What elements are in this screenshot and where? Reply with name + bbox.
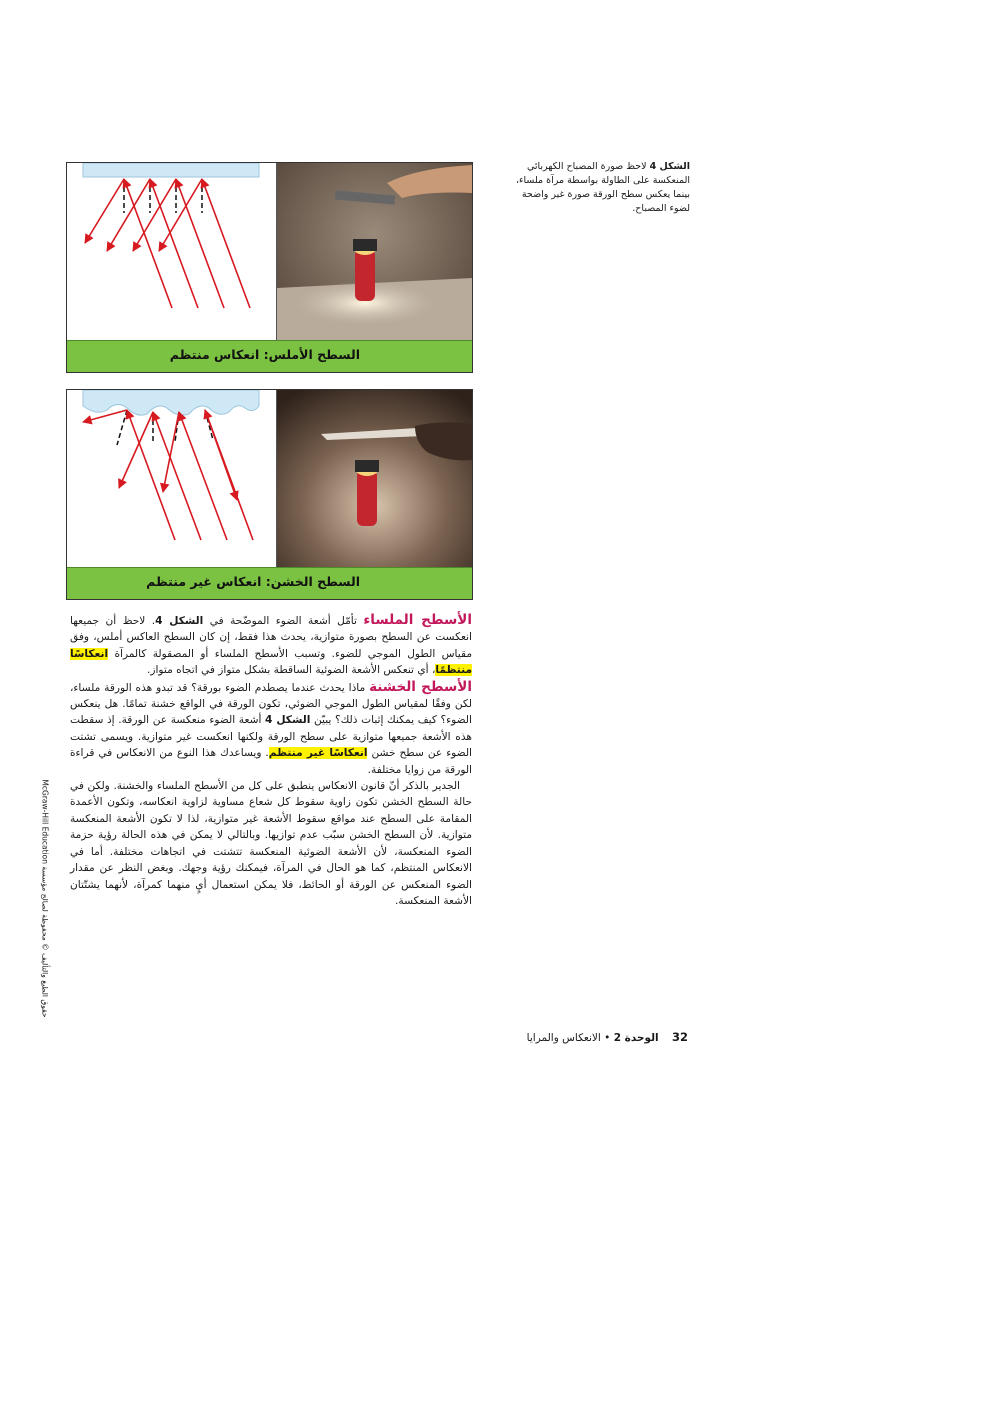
incident-ray: [202, 179, 250, 308]
reflected-ray: [163, 412, 179, 492]
diffuse-reflection-svg: [67, 390, 276, 568]
figure1-label-band: [67, 340, 472, 372]
heading-rough-surfaces: الأسطح الخشنة: [369, 678, 472, 695]
figure-rough-surface: [66, 389, 473, 600]
flashlight-icon: [355, 249, 375, 301]
unit-label: الوحدة 2: [613, 1032, 659, 1044]
regular-reflection-diagram: [67, 163, 277, 341]
text-run: ، أي تنعكس الأشعة الضوئية الساقطة بشكل متواز في اتجاه متواز.: [147, 664, 436, 677]
reflected-ray: [83, 410, 127, 422]
page-footer: [508, 1030, 688, 1044]
regular-reflection-svg: [67, 163, 276, 341]
flashlight-mirror-svg: [277, 163, 472, 341]
caption-text: لاحظ صورة المصباح الكهربائي المنعكسة على الطاولة بواسطة مرآة ملساء، بينما يعكس سطح الورقة صورة غير واضحة لضوء المصباح.: [515, 161, 690, 214]
flashlight-icon: [357, 470, 377, 526]
body-text: [70, 612, 472, 909]
term-regular-reflection: انعكاسًا منتظمًا: [70, 647, 472, 677]
normal-lines: [124, 179, 202, 213]
normal-lines: [117, 410, 213, 445]
copyright-text: حقوق الطبع والتأليف © محفوظة لصالح مؤسسة McGraw-Hill Education: [40, 779, 50, 1018]
reflected-ray: [205, 410, 237, 500]
figure2-label: السطح الخشن: انعكاس غير منتظم: [146, 574, 360, 589]
incident-ray: [176, 179, 224, 308]
paragraph-smooth-surfaces: [70, 612, 472, 679]
flashlight-mirror-photo: [277, 163, 472, 341]
text-run: . لاحظ أن جميعها انعكست عن السطح بصورة متوازية، يحدث هذا فقط، إن كان السطح العاكس أملس، وفق مقياس الطول الموجي للضوء. وتسبب الأسطح الملساء أو المصقولة كالمرآة: [70, 615, 472, 660]
text-run: ماذا يحدث عندما يصطدم الضوء بورقة؟ قد تبدو هذه الورقة ملساء، لكن وفقًا لمقياس الطول الموجي الضوئي، تكون الورقة في الواقع خشنة تمامًا. هل ينعكس الضوء؟ كيف يمكنك إثبات ذلك؟ يبيّن: [70, 681, 472, 727]
footer-separator: •: [604, 1032, 611, 1044]
flashlight-paper-photo: [277, 390, 472, 568]
text-run: أشعة الضوء منعكسة عن الورقة. إذ سقطت هذه الأشعة جميعها متوازية على سطح الورقة ولكنها انعكست غير متوازية. ويسمى تشتت الضوء عن سطح خشن: [70, 714, 472, 760]
diffuse-reflection-diagram: [67, 390, 277, 568]
smooth-mirror-surface: [83, 163, 259, 177]
page-number: 32: [671, 1030, 688, 1044]
flashlight-paper-svg: [277, 390, 472, 568]
incident-ray: [179, 412, 227, 540]
text-run: تأمّل أشعة الضوء الموضّحة في: [203, 615, 364, 627]
figure-reference: الشكل 4: [265, 714, 311, 727]
term-diffuse-reflection: انعكاسًا غير منتظم: [268, 747, 368, 760]
heading-smooth-surfaces: الأسطح الملساء: [363, 612, 472, 628]
paragraph-law-of-reflection: الجدير بالذكر أنّ قانون الانعكاس ينطبق على كل من الأسطح الملساء والخشنة. ولكن في حالة السطح الخشن تكون زاوية سقوط كل شعاع مساوية لزاوية انعكاسه، وتكون الأعمدة المقامة على السطح عند مواقع سقوط الأشعة غير متوازية، لذا لا تكون الأشعة المنعكسة متوازية. لأن السطح الخشن سبّب عدم توازيها. وبالتالي لا يمكن في هذه الحالة رؤية حزمة الضوء المنعكسة، لأن الأشعة الضوئية المنعكسة تتشتت في اتجاهات مختلفة. أما في الانعكاس المنتظم، كما هو الحال في المرآة، فيمكنك رؤية وجهك. وبغض النظر عن مقدار الضوء المنعكس عن الورقة أو الحائط، فلا يمكن استعمال أيٍ منهما كمرآة، لأنهما يشتّتان الأشعة المنعكسة.: [70, 780, 472, 907]
incident-ray: [127, 410, 175, 540]
reflected-ray: [119, 412, 153, 488]
copyright-sidebar: [30, 779, 50, 1020]
text-run: . ويساعدك هذا النوع من الانعكاس في قراءة الورقة من زوايا مختلفة.: [70, 747, 472, 776]
caption-title: الشكل 4: [649, 161, 690, 172]
paragraph-rough-surfaces: [70, 679, 472, 778]
figure-reference: الشكل 4: [155, 615, 204, 627]
rough-paper-surface: [83, 390, 259, 415]
figure2-label-band: [67, 567, 472, 599]
figure-smooth-surface: [66, 162, 473, 373]
figure1-label: السطح الأملس: انعكاس منتظم: [169, 347, 360, 362]
figure-caption: [504, 160, 690, 216]
chapter-title: الانعكاس والمرايا: [526, 1032, 601, 1044]
